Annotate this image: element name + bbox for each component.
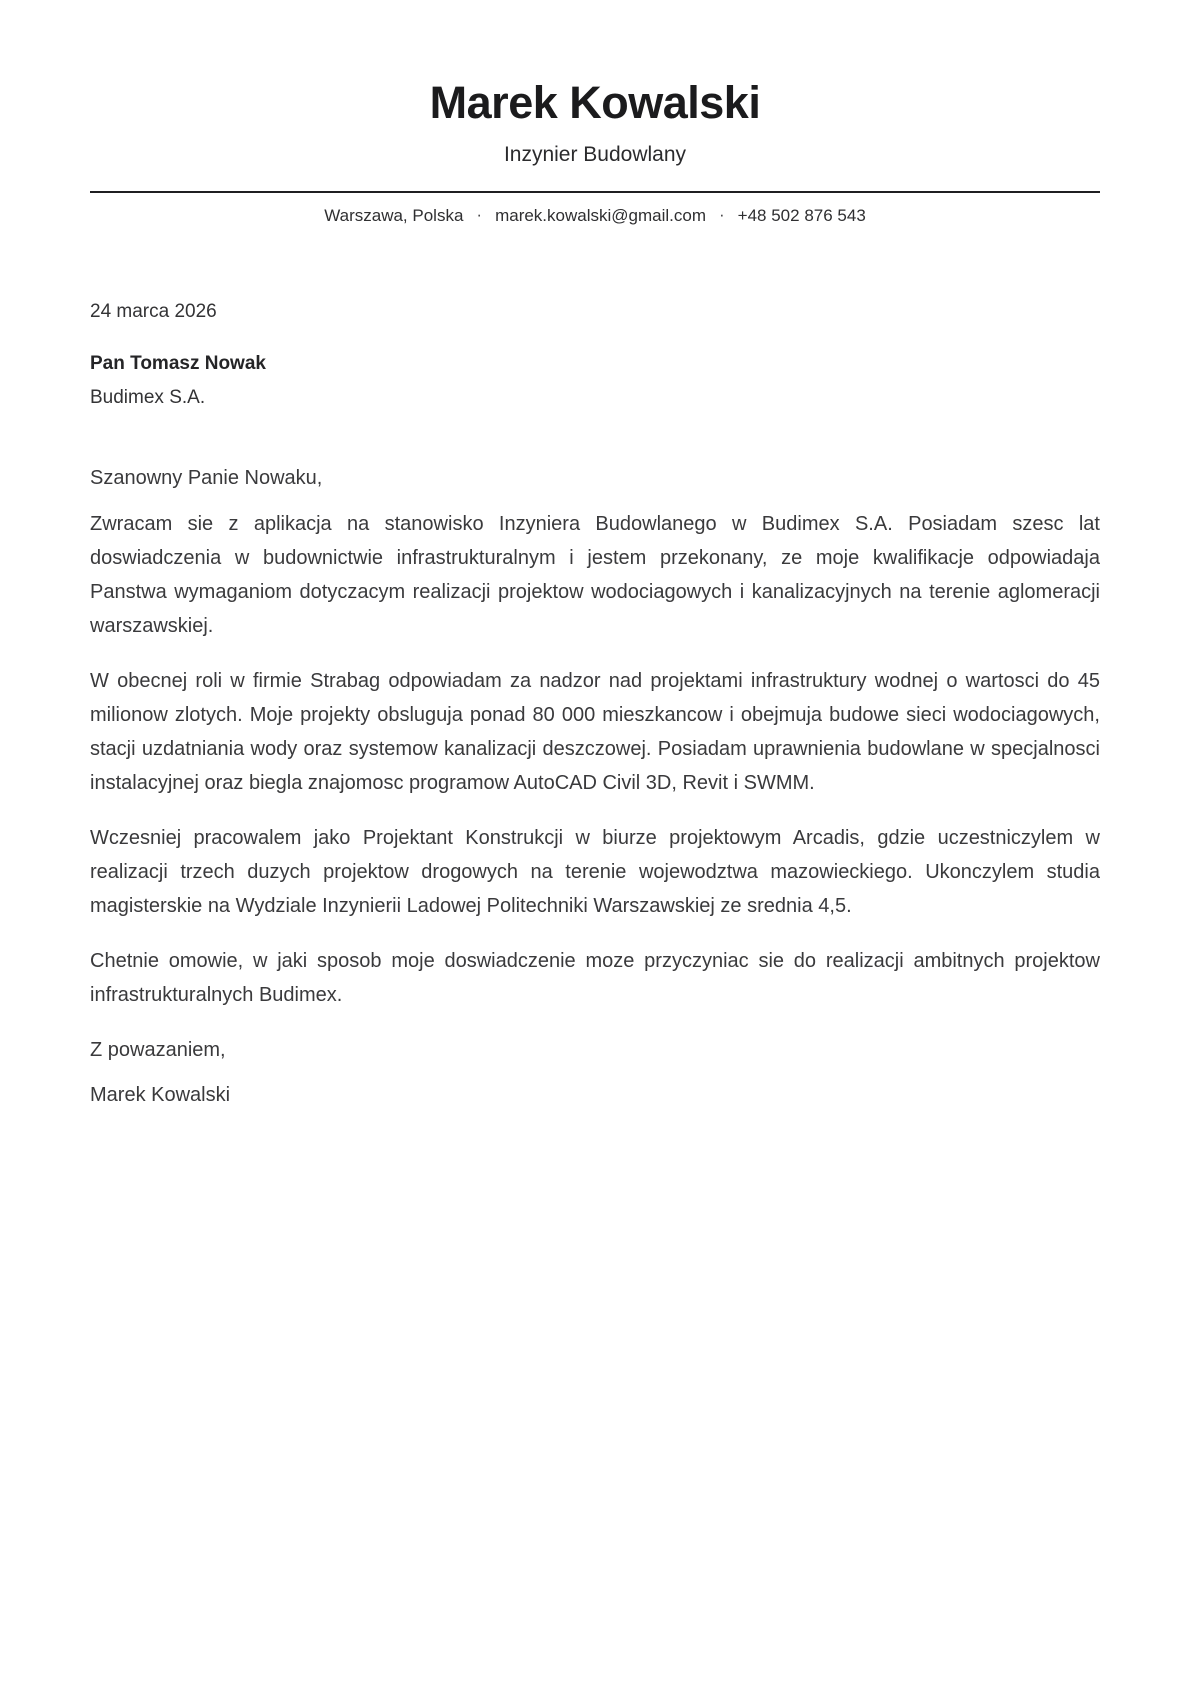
signature-name: Marek Kowalski (90, 1083, 231, 1106)
contact-separator-dot: · (719, 204, 725, 224)
closing-phrase: Z powazaniem, (90, 1038, 226, 1061)
header-divider (90, 191, 1100, 193)
contact-phone: +48 502 876 543 (737, 205, 866, 225)
letter-body (90, 300, 1100, 1111)
salutation: Szanowny Panie Nowaku, (90, 466, 323, 489)
contact-email: marek.kowalski@gmail.com (495, 205, 706, 225)
recipient-name: Pan Tomasz Nowak (90, 353, 266, 375)
contact-separator-dot: · (476, 204, 483, 224)
paragraph-intro: Zwracam sie z aplikacja na stanowisko Inzyniera Budowlanego w Budimex S.A. Posiadam szesc lat doswiadczenia w budownictwie infrastrukturalnym i jestem przekonany, ze moje kwalifikacje odpowiadaja Panstwa wymaganiom dotyczacym realizacji projektow wodociagowych i kanalizacyjnych na terenie aglomeracji warszawskiej. (90, 512, 1100, 637)
contact-line (90, 204, 1100, 228)
paragraph-current-role: W obecnej roli w firmie Strabag odpowiadam za nadzor nad projektami infrastruktury wodnej o wartosci do 45 milionow zlotych. Moje projekty obsluguja ponad 80 000 mieszkancow i obejmuja budowe sieci wodociagowych, stacji uzdatniania wody oraz systemow kanalizacji deszczowej. Posiadam uprawnienia budowlane w specjalnosci instalacyjnej oraz biegla znajomosc programow AutoCAD Civil 3D, Revit i SWMM. (90, 669, 1100, 794)
contact-location: Warszawa, Polska (324, 205, 464, 225)
letter-date: 24 marca 2026 (90, 301, 217, 323)
recipient-block (90, 352, 1100, 410)
applicant-name: Marek Kowalski (429, 77, 761, 128)
applicant-job-title: Inzynier Budowlany (503, 142, 687, 166)
paragraph-call-to-action: Chetnie omowie, w jaki sposob moje doswiadczenie moze przyczyniac sie do realizacji ambitnych projektow infrastrukturalnych Budimex. (90, 949, 1100, 1006)
recipient-company: Budimex S.A. (90, 386, 206, 408)
letter-header (90, 78, 1100, 227)
paragraph-previous-experience: Wczesniej pracowalem jako Projektant Konstrukcji w biurze projektowym Arcadis, gdzie uczestniczylem w realizacji trzech duzych projektow drogowych na terenie wojewodztwa mazowieckiego. Ukonczylem studia magisterskie na Wydziale Inzynierii Ladowej Politechniki Warszawskiej ze srednia 4,5. (90, 826, 1100, 917)
